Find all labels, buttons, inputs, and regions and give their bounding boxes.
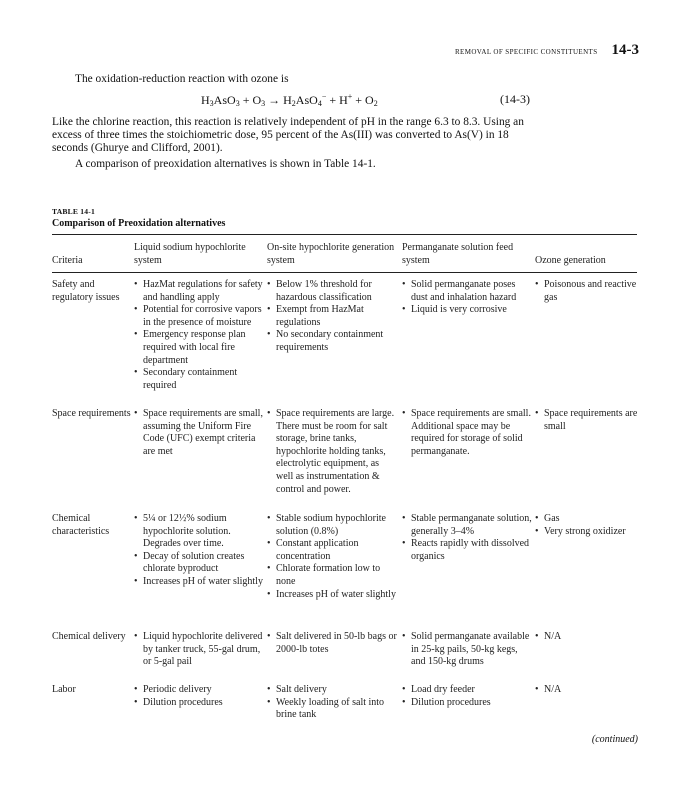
list-item: • Decay of solution creates chlorate byproduct bbox=[134, 551, 266, 576]
cell-safety-liquid bbox=[134, 279, 266, 392]
list-item: • Weekly loading of salt into brine tank bbox=[267, 697, 398, 722]
running-head-section: REMOVAL OF SPECIFIC CONSTITUENTS bbox=[454, 48, 598, 56]
list-item: • Load dry feeder bbox=[402, 684, 532, 697]
cell-safety-permanganate bbox=[402, 279, 532, 317]
cell-labor-ozone bbox=[535, 684, 639, 697]
list-item: • Secondary containment required bbox=[134, 367, 266, 392]
cell-chemchar-permanganate bbox=[402, 513, 532, 563]
cell-delivery-liquid bbox=[134, 631, 266, 669]
page-number: 14-3 bbox=[611, 42, 639, 58]
body-paragraph: Like the chlorine reaction, this reaction is relatively independent of pH in the range 6.3 to 8.3. Using an excess of three times the stoichiometric dose, 95 percent of the As(III) was converted to As(V) in 18 seconds (Ghurye and Clifford, 2001). bbox=[52, 116, 524, 155]
cell-safety-ozone bbox=[535, 279, 639, 304]
cell-labor-liquid bbox=[134, 684, 266, 709]
list-item: • Liquid hypochlorite delivered by tanker truck, 55-gal drum, or 5-gal pail bbox=[134, 631, 266, 669]
header-ozone: Ozone generation bbox=[535, 255, 606, 266]
list-item: • Periodic delivery bbox=[134, 684, 266, 697]
list-item: • No secondary containment requirements bbox=[267, 329, 398, 354]
criteria-safety: Safety and regulatory issues bbox=[52, 279, 120, 303]
criteria-labor: Labor bbox=[52, 684, 76, 695]
list-item: • Below 1% threshold for hazardous classification bbox=[267, 279, 398, 304]
list-item: • Increases pH of water slightly bbox=[267, 589, 398, 602]
list-item: • Poisonous and reactive gas bbox=[535, 279, 639, 304]
equation-formula: $H_3AsO_3 + O_3 \to H_2AsO_4^- + H^+ + O_2$ bbox=[201, 92, 378, 108]
list-item: • Chlorate formation low to none bbox=[267, 563, 398, 588]
criteria-chemical-delivery: Chemical delivery bbox=[52, 631, 126, 642]
table-top-rule bbox=[52, 234, 637, 235]
list-item: • N/A bbox=[535, 684, 639, 697]
list-item: • Increases pH of water slightly bbox=[134, 576, 266, 589]
list-item: • Dilution procedures bbox=[402, 697, 532, 710]
equation-number: (14-3) bbox=[500, 92, 530, 106]
header-criteria: Criteria bbox=[52, 255, 83, 266]
list-item: • Exempt from HazMat regulations bbox=[267, 304, 398, 329]
cell-chemchar-onsite bbox=[267, 513, 398, 601]
list-item: • Space requirements are small bbox=[535, 408, 639, 433]
list-item: • Constant application concentration bbox=[267, 538, 398, 563]
table-title: Comparison of Preoxidation alternatives bbox=[52, 218, 226, 229]
list-item: • Stable sodium hypochlorite solution (0.8%) bbox=[267, 513, 398, 538]
list-item: • Potential for corrosive vapors in the presence of moisture bbox=[134, 304, 266, 329]
list-item: • Salt delivery bbox=[267, 684, 398, 697]
header-onsite-generation: On-site hypochlorite generation system bbox=[267, 242, 395, 266]
cell-chemchar-ozone bbox=[535, 513, 639, 538]
cell-space-liquid bbox=[134, 408, 266, 458]
header-permanganate: Permanganate solution feed system bbox=[402, 242, 514, 266]
list-item: • Liquid is very corrosive bbox=[402, 304, 532, 317]
list-item: • Very strong oxidizer bbox=[535, 526, 639, 539]
cell-chemchar-liquid bbox=[134, 513, 266, 589]
list-item: • N/A bbox=[535, 631, 639, 644]
list-item: • Salt delivered in 50-lb bags or 2000-lb totes bbox=[267, 631, 398, 656]
list-item: • Solid permanganate available in 25-kg pails, 50-kg kegs, and 150-kg drums bbox=[402, 631, 532, 669]
table-reference-paragraph: A comparison of preoxidation alternatives is shown in Table 14-1. bbox=[75, 158, 376, 170]
list-item: • Solid permanganate poses dust and inhalation hazard bbox=[402, 279, 532, 304]
list-item: • Gas bbox=[535, 513, 639, 526]
header-liquid-hypochlorite: Liquid sodium hypochlorite system bbox=[134, 242, 246, 266]
cell-delivery-ozone bbox=[535, 631, 639, 644]
list-item: • Emergency response plan required with local fire department bbox=[134, 329, 266, 367]
intro-text: The oxidation-reduction reaction with ozone is bbox=[75, 73, 289, 85]
cell-labor-onsite bbox=[267, 684, 398, 722]
list-item: • Dilution procedures bbox=[134, 697, 266, 710]
table-header-rule bbox=[52, 272, 637, 273]
list-item: • Space requirements are small, assuming the Uniform Fire Code (UFC) exempt criteria are met bbox=[134, 408, 266, 458]
list-item: • Stable permanganate solution, generally 3–4% bbox=[402, 513, 532, 538]
cell-space-permanganate bbox=[402, 408, 532, 458]
cell-delivery-onsite bbox=[267, 631, 398, 656]
table-id: TABLE 14-1 bbox=[52, 207, 95, 216]
continued-label: (continued) bbox=[591, 734, 638, 745]
running-head bbox=[455, 42, 639, 59]
cell-delivery-permanganate bbox=[402, 631, 532, 669]
list-item: • Space requirements are small. Additional space may be required for storage of solid permanganate. bbox=[402, 408, 532, 458]
list-item: • 5¼ or 12½% sodium hypochlorite solution. Degrades over time. bbox=[134, 513, 266, 551]
list-item: • HazMat regulations for safety and handling apply bbox=[134, 279, 266, 304]
list-item: • Space requirements are large. There must be room for salt storage, brine tanks, hypochlorite holding tanks, electrolytic equipment, as well as instrumentation & control and power. bbox=[267, 408, 398, 496]
list-item: • Reacts rapidly with dissolved organics bbox=[402, 538, 532, 563]
criteria-space: Space requirements bbox=[52, 408, 131, 419]
cell-labor-permanganate bbox=[402, 684, 532, 709]
cell-space-onsite bbox=[267, 408, 398, 496]
cell-space-ozone bbox=[535, 408, 639, 433]
criteria-chemical-characteristics: Chemical characteristics bbox=[52, 513, 110, 537]
cell-safety-onsite bbox=[267, 279, 398, 355]
